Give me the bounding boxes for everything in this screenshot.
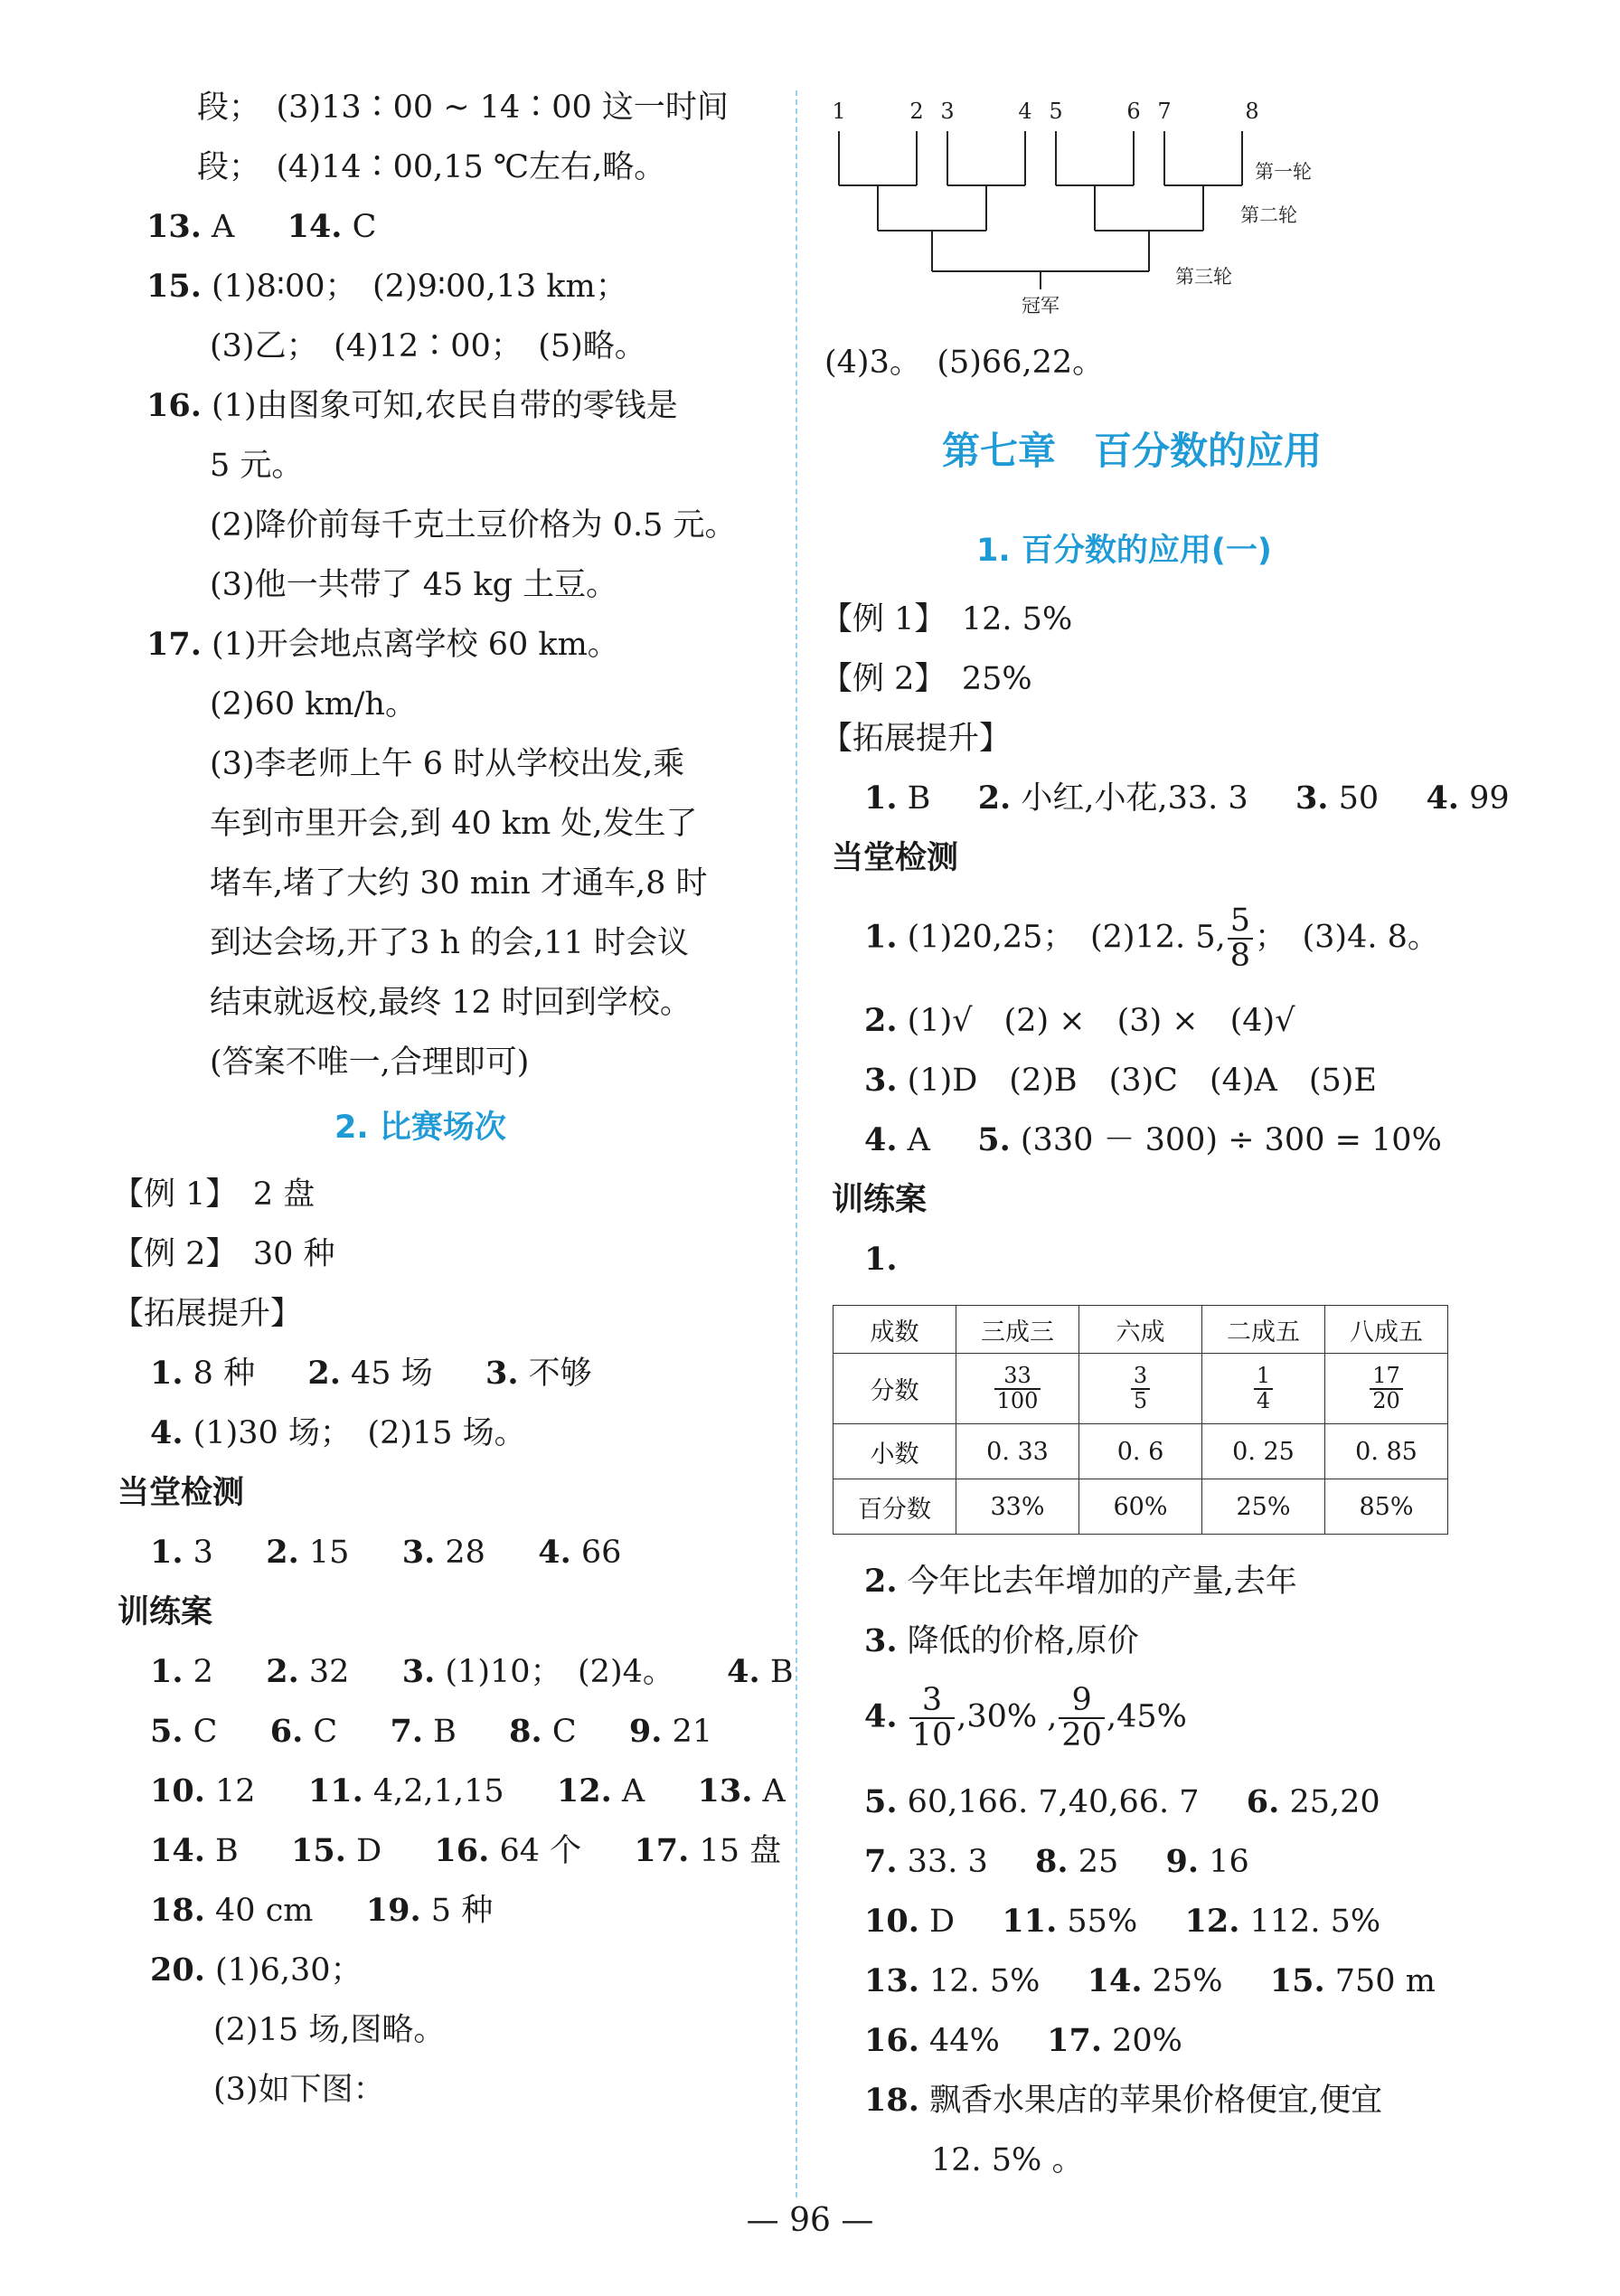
table-row bbox=[834, 1306, 1448, 1354]
example-answer: 【例 1】 12. 5% bbox=[821, 601, 1073, 638]
table-row-label: 分数 bbox=[834, 1354, 956, 1424]
answer-line bbox=[864, 1684, 1187, 1753]
answer-text: ,30% , bbox=[956, 1698, 1058, 1735]
question-number: 11. bbox=[307, 1772, 363, 1809]
fraction bbox=[1370, 1365, 1403, 1412]
answer-text: C bbox=[303, 1714, 338, 1750]
table-header-cell: 三成三 bbox=[956, 1306, 1079, 1354]
answer-text: (1)6,30； bbox=[204, 1952, 363, 1989]
answer-text: 15 bbox=[298, 1535, 350, 1571]
percent-conversion-table bbox=[833, 1305, 1448, 1535]
example-answer: 【例 2】 25% bbox=[821, 661, 1032, 697]
answer-line bbox=[150, 1653, 794, 1691]
question-number: 1. bbox=[864, 780, 898, 817]
question-number: 3. bbox=[1295, 780, 1329, 817]
fraction-numerator: 3 bbox=[909, 1684, 956, 1719]
table-cell: 25% bbox=[1202, 1479, 1325, 1535]
answer-text: 45 场 bbox=[340, 1356, 433, 1392]
question-number: 1. bbox=[150, 1534, 184, 1571]
answer-text: A bbox=[611, 1773, 645, 1809]
answer-line bbox=[864, 2082, 1382, 2120]
question-number: 4. bbox=[864, 1121, 898, 1158]
table-header-cell: 八成五 bbox=[1325, 1306, 1448, 1354]
fraction-numerator: 33 bbox=[994, 1365, 1041, 1389]
example-answer: 【例 2】 30 种 bbox=[112, 1236, 335, 1272]
answer-text: (1)10； (2)4。 bbox=[435, 1654, 674, 1690]
answer-text: (1)D (2)B (3)C (4)A (5)E bbox=[897, 1063, 1377, 1099]
answer-text: 降低的价格,原价 bbox=[897, 1623, 1139, 1659]
subsection-title: 训练案 bbox=[118, 1594, 213, 1630]
subsection-title: 训练案 bbox=[832, 1182, 928, 1218]
question-number: 15. bbox=[1269, 1962, 1325, 1999]
question-number: 9. bbox=[1165, 1843, 1200, 1880]
answer-text: 99 bbox=[1459, 780, 1510, 817]
question-number: 17. bbox=[634, 1832, 690, 1869]
fraction-denominator: 4 bbox=[1256, 1387, 1271, 1413]
answer-line: 段； (4)14∶00,15 ℃左右,略。 bbox=[197, 149, 666, 185]
table-cell: 0. 25 bbox=[1202, 1424, 1325, 1479]
question-number: 11. bbox=[1002, 1903, 1058, 1940]
page-number: — 96 — bbox=[746, 2202, 874, 2239]
question-number: 5. bbox=[864, 1783, 898, 1820]
answer-text: (1)8∶00； (2)9∶00,13 km； bbox=[201, 269, 627, 305]
answer-text: (1)开会地点离学校 60 km。 bbox=[201, 627, 619, 663]
answer-text: 2 bbox=[183, 1654, 213, 1690]
answer-text: 4,2,1,15 bbox=[363, 1773, 504, 1809]
fraction-denominator: 20 bbox=[1061, 1716, 1102, 1753]
answer-line bbox=[150, 1772, 786, 1810]
answer-text: 112. 5% bbox=[1239, 1904, 1381, 1940]
question-number: 19. bbox=[365, 1892, 421, 1929]
fraction bbox=[1131, 1365, 1150, 1412]
answer-line bbox=[150, 1892, 493, 1930]
question-number: 2. bbox=[864, 1002, 898, 1039]
question-number: 13. bbox=[697, 1772, 753, 1809]
answer-line: 5 元。 bbox=[210, 448, 304, 484]
table-cell bbox=[956, 1354, 1079, 1424]
champion-label: 冠军 bbox=[1022, 295, 1060, 317]
fraction-numerator: 3 bbox=[1131, 1365, 1150, 1389]
question-number: 2. bbox=[266, 1653, 299, 1690]
question-number: 1. bbox=[150, 1355, 184, 1392]
answer-line bbox=[864, 1903, 1380, 1941]
question-number: 18. bbox=[150, 1892, 205, 1929]
answer-text: B bbox=[897, 780, 931, 817]
player-label: 3 bbox=[940, 99, 955, 124]
answer-line: 12. 5% 。 bbox=[931, 2142, 1084, 2178]
question-number: 14. bbox=[150, 1832, 205, 1869]
question-number: 15. bbox=[146, 268, 202, 305]
fraction-denominator: 5 bbox=[1133, 1387, 1148, 1413]
fraction-numerator: 17 bbox=[1370, 1365, 1403, 1389]
answer-line bbox=[864, 780, 1510, 817]
answer-text: B bbox=[423, 1714, 457, 1750]
table-cell: 0. 6 bbox=[1079, 1424, 1202, 1479]
answer-text: 12. 5% bbox=[918, 1963, 1041, 1999]
answer-line bbox=[864, 2022, 1182, 2060]
answer-line: (3)李老师上午 6 时从学校出发,乘 bbox=[210, 746, 685, 782]
question-number: 14. bbox=[287, 208, 343, 245]
answer-text: 40 cm bbox=[204, 1893, 314, 1929]
fraction bbox=[1254, 1365, 1273, 1412]
answer-text: 28 bbox=[435, 1535, 485, 1571]
question-number: 3. bbox=[401, 1534, 436, 1571]
question-number: 5. bbox=[977, 1121, 1011, 1158]
player-label: 8 bbox=[1245, 99, 1259, 124]
question-number: 2. bbox=[307, 1355, 341, 1392]
question-number: 13. bbox=[864, 1962, 919, 1999]
question-number: 7. bbox=[864, 1843, 898, 1880]
answer-text: 44% bbox=[918, 2023, 1000, 2059]
answer-text: 33. 3 bbox=[897, 1844, 988, 1880]
chapter-title: 第七章 百分数的应用 bbox=[942, 429, 1323, 473]
answer-line bbox=[150, 1713, 712, 1751]
player-label: 1 bbox=[832, 99, 846, 124]
answer-text: 小红,小花,33. 3 bbox=[1011, 780, 1248, 817]
section-title: 2. 比赛场次 bbox=[334, 1110, 506, 1146]
question-number: 12. bbox=[556, 1772, 612, 1809]
fraction-denominator: 20 bbox=[1372, 1387, 1400, 1413]
subsection-title: 当堂检测 bbox=[118, 1475, 245, 1511]
answer-line: (答案不唯一,合理即可) bbox=[210, 1044, 530, 1081]
question-number: 3. bbox=[401, 1653, 436, 1690]
answer-text: (1)20,25； (2)12. 5, bbox=[897, 919, 1226, 956]
answer-text: 21 bbox=[662, 1714, 713, 1750]
answer-text: 66 bbox=[570, 1535, 622, 1571]
subsection-title: 【拓展提升】 bbox=[821, 721, 1012, 757]
answer-text: (330 － 300) ÷ 300 = 10% bbox=[1010, 1122, 1442, 1158]
fraction bbox=[994, 1365, 1041, 1412]
answer-text: 12 bbox=[204, 1773, 256, 1809]
answer-text: C bbox=[342, 209, 377, 245]
answer-text: 3 bbox=[183, 1535, 213, 1571]
question-number: 2. bbox=[266, 1534, 299, 1571]
answer-line: (3)他一共带了 45 kg 土豆。 bbox=[210, 567, 618, 603]
question-number: 16. bbox=[434, 1832, 490, 1869]
answer-text: D bbox=[345, 1833, 382, 1869]
table-cell bbox=[1202, 1354, 1325, 1424]
fraction-numerator: 9 bbox=[1059, 1684, 1105, 1719]
answer-text: 不够 bbox=[518, 1356, 592, 1392]
answer-text: 25,20 bbox=[1279, 1784, 1380, 1820]
fraction bbox=[1059, 1684, 1105, 1753]
answer-line: 到达会场,开了3 h 的会,11 时会议 bbox=[210, 925, 689, 961]
question-number: 8. bbox=[1035, 1843, 1069, 1880]
answer-text: A bbox=[752, 1773, 786, 1809]
answer-text: ； (3)4. 8。 bbox=[1255, 919, 1439, 956]
table-cell: 33% bbox=[956, 1479, 1079, 1535]
answer-line bbox=[150, 1414, 526, 1452]
example-answer: 【例 1】 2 盘 bbox=[112, 1176, 316, 1213]
answer-line bbox=[150, 1832, 781, 1870]
answer-line bbox=[864, 1563, 1297, 1601]
player-label: 2 bbox=[909, 99, 924, 124]
question-number: 8. bbox=[509, 1713, 542, 1750]
table-row bbox=[834, 1479, 1448, 1535]
answer-text: ,45% bbox=[1106, 1698, 1187, 1735]
question-number: 1. bbox=[864, 1241, 898, 1278]
fraction-denominator: 100 bbox=[996, 1387, 1039, 1413]
answer-line bbox=[864, 904, 1439, 973]
question-number: 16. bbox=[146, 387, 202, 424]
answer-text: 25 bbox=[1068, 1844, 1119, 1880]
tournament-bracket-diagram bbox=[823, 86, 1329, 330]
round-label: 第二轮 bbox=[1240, 204, 1297, 226]
answer-line: (2)降价前每千克土豆价格为 0.5 元。 bbox=[210, 507, 737, 543]
answer-line: (2)15 场,图略。 bbox=[213, 2012, 446, 2048]
table-row-label: 小数 bbox=[834, 1424, 956, 1479]
table-cell: 85% bbox=[1325, 1479, 1448, 1535]
player-label: 6 bbox=[1126, 99, 1141, 124]
question-number: 1. bbox=[150, 1653, 184, 1690]
answer-text: 50 bbox=[1328, 780, 1380, 817]
fraction-numerator: 1 bbox=[1254, 1365, 1273, 1389]
answer-line bbox=[864, 1843, 1249, 1881]
table-header-cell: 六成 bbox=[1079, 1306, 1202, 1354]
question-number: 2. bbox=[977, 780, 1012, 817]
question-number: 2. bbox=[864, 1563, 898, 1600]
fraction bbox=[1228, 904, 1253, 973]
answer-line bbox=[150, 1355, 592, 1393]
subsection-title: 【拓展提升】 bbox=[112, 1296, 303, 1332]
answer-text: 今年比去年增加的产量,去年 bbox=[897, 1564, 1297, 1600]
question-number: 3. bbox=[864, 1622, 898, 1659]
question-number: 4. bbox=[538, 1534, 571, 1571]
answer-line bbox=[146, 626, 619, 664]
round-label: 第一轮 bbox=[1255, 161, 1312, 183]
question-number: 17. bbox=[146, 626, 202, 663]
question-number: 10. bbox=[864, 1903, 919, 1940]
question-number: 17. bbox=[1047, 2022, 1103, 2059]
table-row-label: 百分数 bbox=[834, 1479, 956, 1535]
question-number: 14. bbox=[1087, 1962, 1143, 1999]
table-row bbox=[834, 1424, 1448, 1479]
player-label: 7 bbox=[1157, 99, 1172, 124]
question-number: 4. bbox=[1426, 780, 1459, 817]
answer-line bbox=[864, 1002, 1295, 1040]
answer-text: 8 种 bbox=[183, 1356, 256, 1392]
answer-text: 750 m bbox=[1324, 1963, 1436, 1999]
player-label: 4 bbox=[1018, 99, 1032, 124]
answer-text: (1)30 场； (2)15 场。 bbox=[183, 1415, 526, 1451]
answer-text: 64 个 bbox=[489, 1833, 582, 1869]
answer-text: 5 种 bbox=[420, 1893, 494, 1929]
answer-line: (4)3。 (5)66,22。 bbox=[824, 345, 1105, 381]
answer-text: A bbox=[897, 1122, 930, 1158]
answer-line bbox=[150, 1534, 621, 1572]
question-number: 9. bbox=[628, 1713, 663, 1750]
answer-line bbox=[864, 1062, 1377, 1100]
answer-text: 55% bbox=[1057, 1904, 1138, 1940]
answer-text: 20% bbox=[1102, 2023, 1182, 2059]
answer-line bbox=[146, 387, 678, 425]
answer-text: 15 盘 bbox=[689, 1833, 782, 1869]
answer-line: (2)60 km/h。 bbox=[210, 686, 417, 723]
table-cell bbox=[1325, 1354, 1448, 1424]
answer-text: 25% bbox=[1142, 1963, 1223, 1999]
answer-text: B bbox=[759, 1654, 794, 1690]
question-number: 20. bbox=[150, 1951, 205, 1989]
question-number: 18. bbox=[864, 2082, 919, 2119]
answer-line: (3)乙； (4)12∶00； (5)略。 bbox=[210, 328, 646, 364]
answer-line bbox=[146, 268, 627, 306]
answer-line bbox=[864, 1962, 1436, 2000]
fraction-numerator: 5 bbox=[1228, 904, 1253, 940]
answer-text: (1)√ (2) × (3) × (4)√ bbox=[897, 1003, 1295, 1039]
answer-text: 32 bbox=[298, 1654, 350, 1690]
question-number: 13. bbox=[146, 208, 202, 245]
question-number: 12. bbox=[1184, 1903, 1240, 1940]
answer-line bbox=[150, 1951, 363, 1989]
fraction-denominator: 10 bbox=[911, 1716, 953, 1753]
answer-text: D bbox=[918, 1904, 956, 1940]
subsection-title: 当堂检测 bbox=[832, 840, 959, 876]
answer-line: 段； (3)13∶00 ~ 14∶00 这一时间 bbox=[197, 90, 729, 126]
question-number: 4. bbox=[150, 1414, 184, 1451]
answer-text: 60,166. 7,40,66. 7 bbox=[897, 1784, 1200, 1820]
question-number: 7. bbox=[390, 1713, 424, 1750]
table-cell: 0. 33 bbox=[956, 1424, 1079, 1479]
answer-line bbox=[864, 1783, 1380, 1821]
table-header-cell: 二成五 bbox=[1202, 1306, 1325, 1354]
answer-line: (3)如下图： bbox=[213, 2072, 385, 2108]
round-label: 第三轮 bbox=[1175, 266, 1232, 288]
answer-line: 结束就返校,最终 12 时回到学校。 bbox=[210, 985, 692, 1021]
answer-text: C bbox=[542, 1714, 577, 1750]
fraction bbox=[909, 1684, 956, 1753]
player-label: 5 bbox=[1049, 99, 1063, 124]
question-number: 15. bbox=[291, 1832, 346, 1869]
question-number: 6. bbox=[1246, 1783, 1280, 1820]
answer-line: 堵车,堵了大约 30 min 才通车,8 时 bbox=[210, 865, 708, 902]
answer-line: 车到市里开会,到 40 km 处,发生了 bbox=[210, 806, 698, 842]
answer-text: B bbox=[204, 1833, 239, 1869]
section-title: 1. 百分数的应用(一) bbox=[976, 533, 1272, 569]
answer-text: 16 bbox=[1199, 1844, 1249, 1880]
question-number: 4. bbox=[864, 1697, 898, 1735]
fraction-denominator: 8 bbox=[1229, 937, 1250, 974]
question-number: 1. bbox=[864, 918, 898, 956]
answer-line bbox=[864, 1121, 1442, 1159]
answer-text: 飘香水果店的苹果价格便宜,便宜 bbox=[918, 2083, 1383, 2119]
question-number: 10. bbox=[150, 1772, 205, 1809]
answer-text: C bbox=[183, 1714, 218, 1750]
table-cell: 60% bbox=[1079, 1479, 1202, 1535]
table-cell: 0. 85 bbox=[1325, 1424, 1448, 1479]
answer-line bbox=[864, 1622, 1139, 1660]
answer-text: A bbox=[201, 209, 235, 245]
answer-text: (1)由图象可知,农民自带的零钱是 bbox=[201, 388, 678, 424]
table-row bbox=[834, 1354, 1448, 1424]
question-number: 3. bbox=[485, 1355, 519, 1392]
question-number: 3. bbox=[864, 1062, 898, 1099]
table-header-cell: 成数 bbox=[834, 1306, 956, 1354]
question-number: 6. bbox=[269, 1713, 304, 1750]
answer-line bbox=[146, 208, 376, 246]
column-divider bbox=[796, 90, 797, 2197]
question-number: 16. bbox=[864, 2022, 919, 2059]
question-number: 5. bbox=[150, 1713, 184, 1750]
question-number: 4. bbox=[727, 1653, 760, 1690]
table-cell bbox=[1079, 1354, 1202, 1424]
